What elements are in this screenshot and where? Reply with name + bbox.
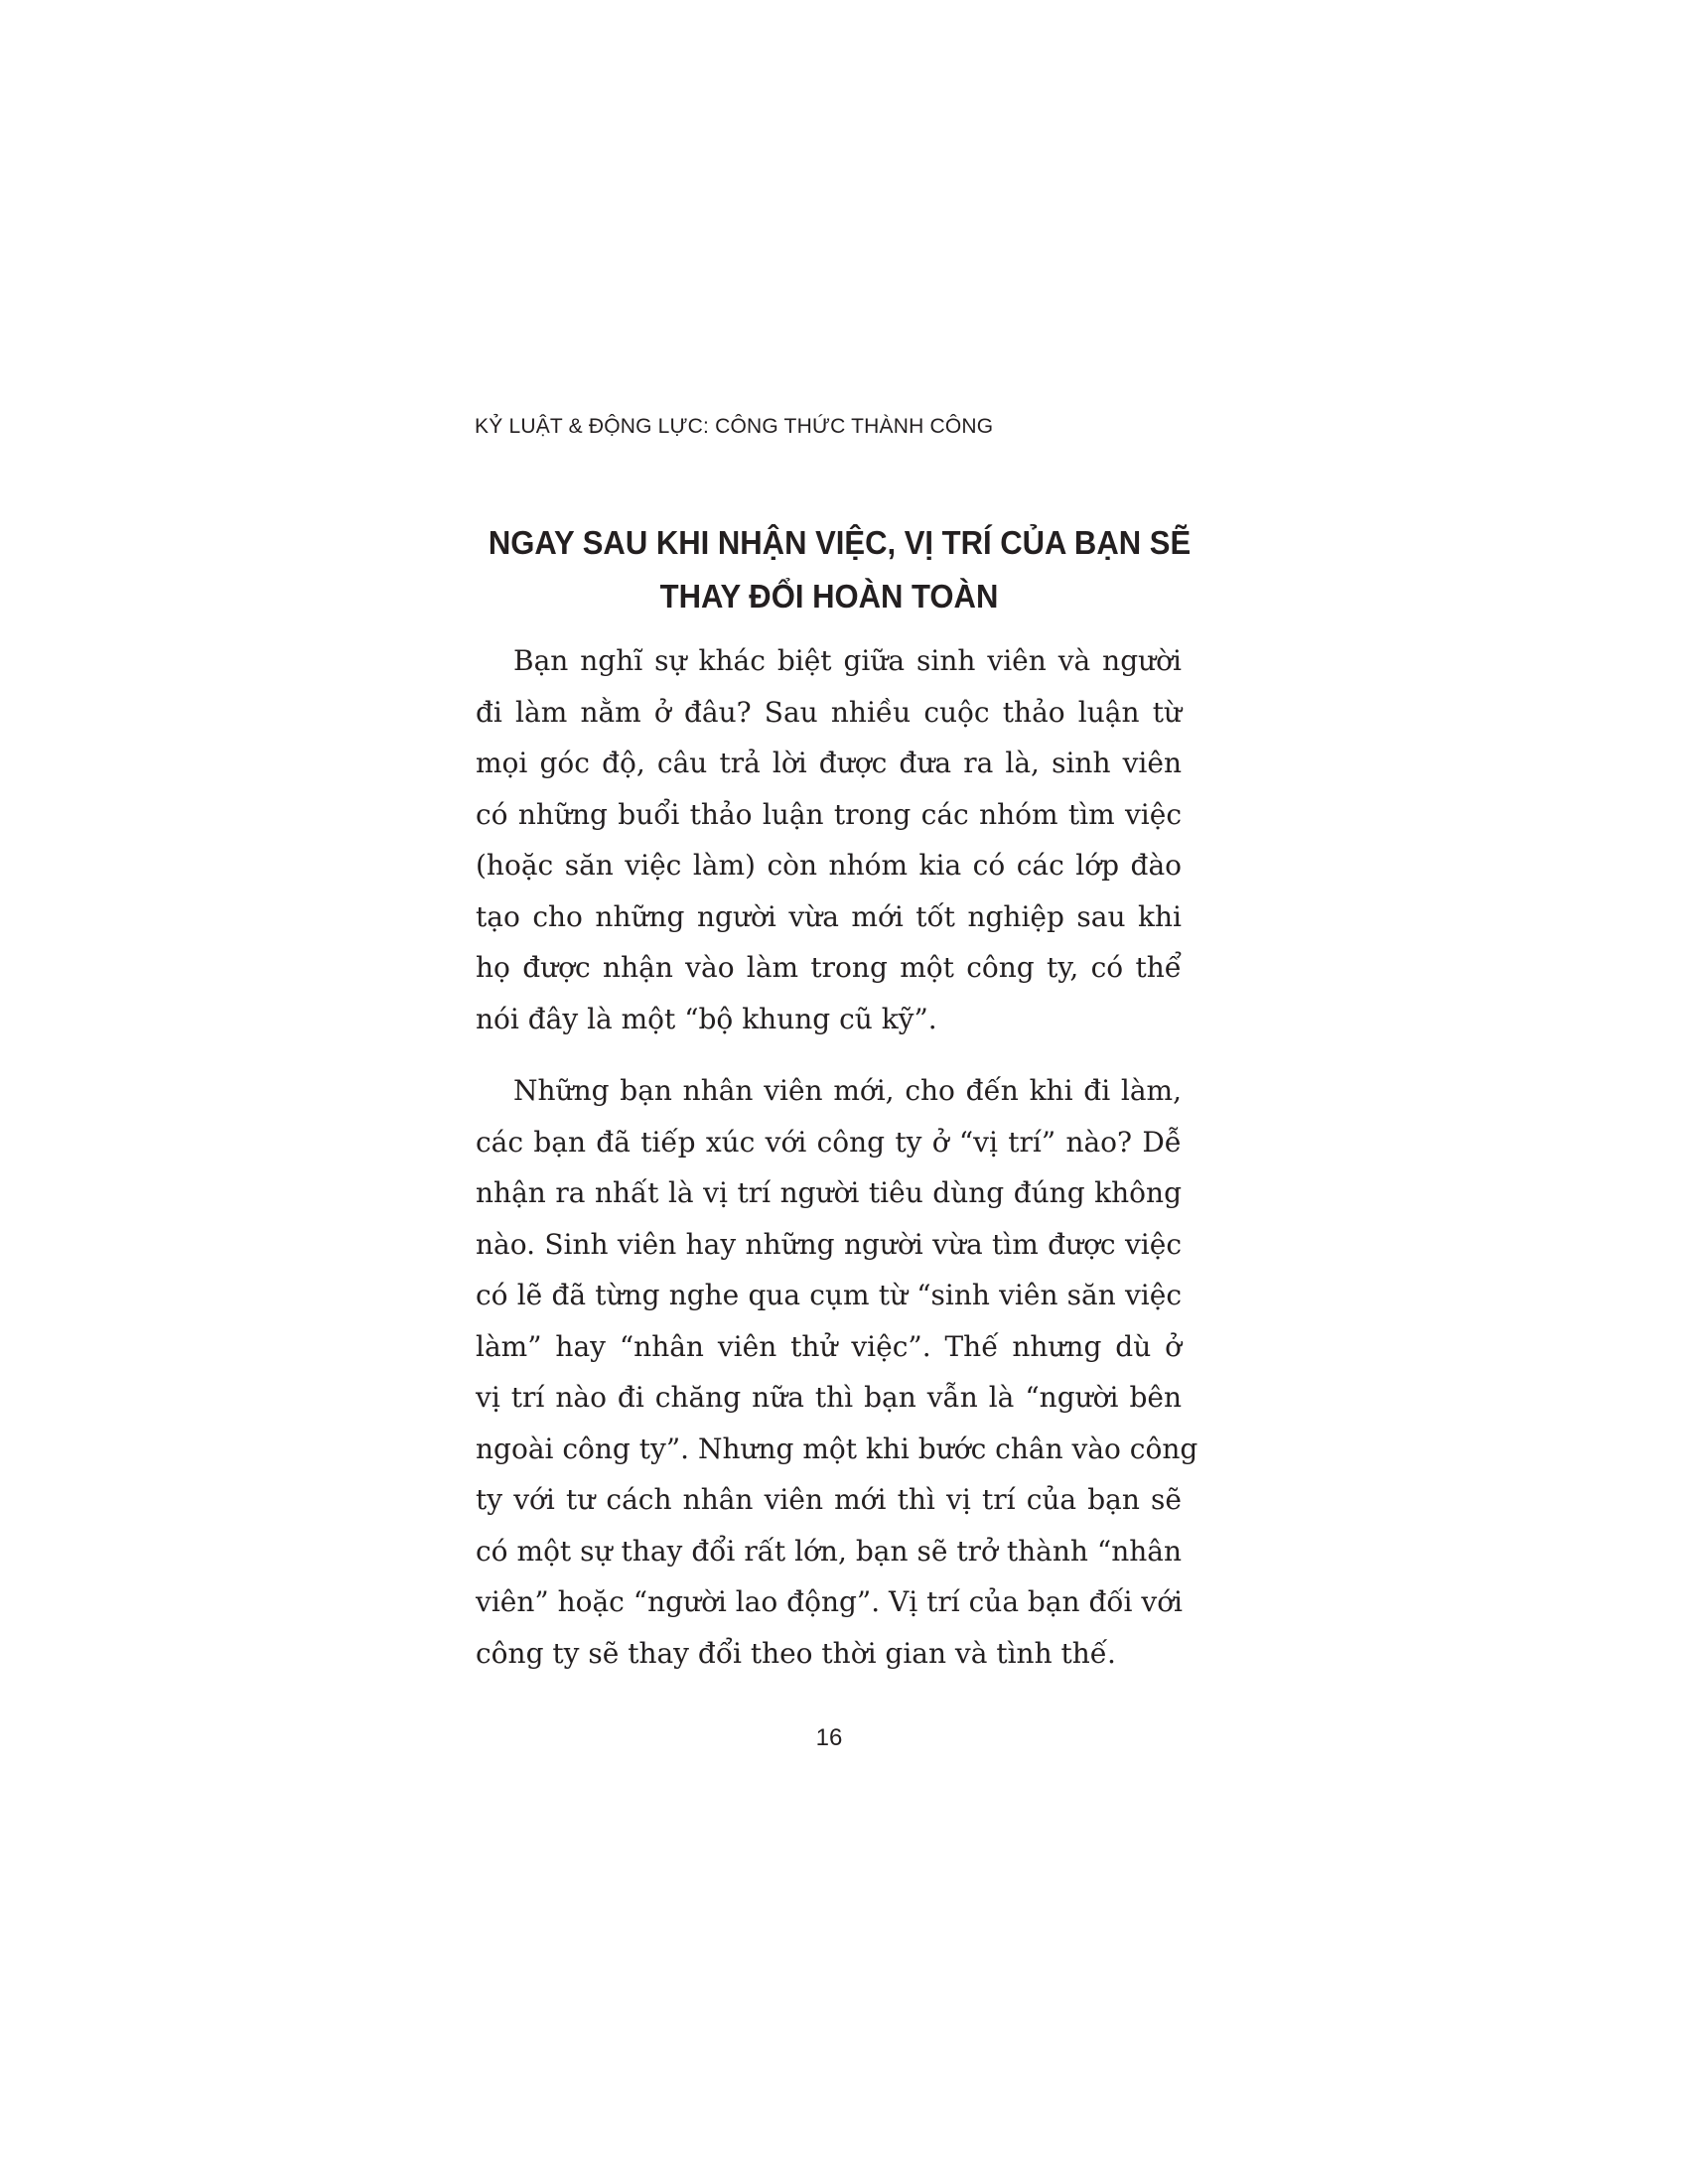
text-line: công ty sẽ thay đổi theo thời gian và tình thế.	[476, 1636, 1116, 1670]
running-header: KỶ LUẬT & ĐỘNG LỰC: CÔNG THỨC THÀNH CÔNG	[475, 415, 994, 438]
text-line: có một sự thay đổi rất lớn, bạn sẽ trở thành “nhân	[476, 1534, 1182, 1568]
text-line: ty với tư cách nhân viên mới thì vị trí của bạn sẽ	[476, 1483, 1182, 1516]
text-line: nhận ra nhất là vị trí người tiêu dùng đúng không	[476, 1176, 1182, 1209]
text-line: (hoặc săn việc làm) còn nhóm kia có các lớp đào	[476, 849, 1182, 882]
text-line: họ được nhận vào làm trong một công ty, có thể	[476, 951, 1182, 984]
body-text	[476, 635, 1198, 1679]
paragraph	[476, 635, 1182, 1044]
text-line: Bạn nghĩ sự khác biệt giữa sinh viên và người	[513, 644, 1182, 677]
chapter-title-line: NGAY SAU KHI NHẬN VIỆC, VỊ TRÍ CỦA BẠN SẼ	[488, 524, 1192, 561]
chapter-title	[488, 516, 1192, 623]
text-line: nào. Sinh viên hay những người vừa tìm được việc	[476, 1227, 1182, 1261]
text-line: ngoài công ty”. Nhưng một khi bước chân vào công	[476, 1432, 1198, 1465]
paragraph	[476, 1065, 1198, 1679]
text-line: mọi góc độ, câu trả lời được đưa ra là, sinh viên	[476, 747, 1182, 779]
text-line: viên” hoặc “người lao động”. Vị trí của bạn đối với	[476, 1585, 1184, 1618]
text-line: Những bạn nhân viên mới, cho đến khi đi làm,	[513, 1074, 1182, 1107]
text-line: các bạn đã tiếp xúc với công ty ở “vị trí” nào? Dễ	[476, 1125, 1182, 1159]
chapter-title-line: THAY ĐỔI HOÀN TOÀN	[659, 578, 999, 614]
text-line: có lẽ đã từng nghe qua cụm từ “sinh viên săn việc	[476, 1279, 1182, 1311]
text-line: vị trí nào đi chăng nữa thì bạn vẫn là “người bên	[476, 1381, 1182, 1414]
page-number: 16	[815, 1724, 843, 1751]
text-line: đi làm nằm ở đâu? Sau nhiều cuộc thảo luận từ	[476, 695, 1182, 729]
text-line: tạo cho những người vừa mới tốt nghiệp sau khi	[476, 899, 1182, 933]
text-line: làm” hay “nhân viên thử việc”. Thế nhưng dù ở	[476, 1329, 1182, 1363]
text-line: có những buổi thảo luận trong các nhóm tìm việc	[476, 797, 1182, 831]
text-line: nói đây là một “bộ khung cũ kỹ”.	[476, 1002, 937, 1035]
